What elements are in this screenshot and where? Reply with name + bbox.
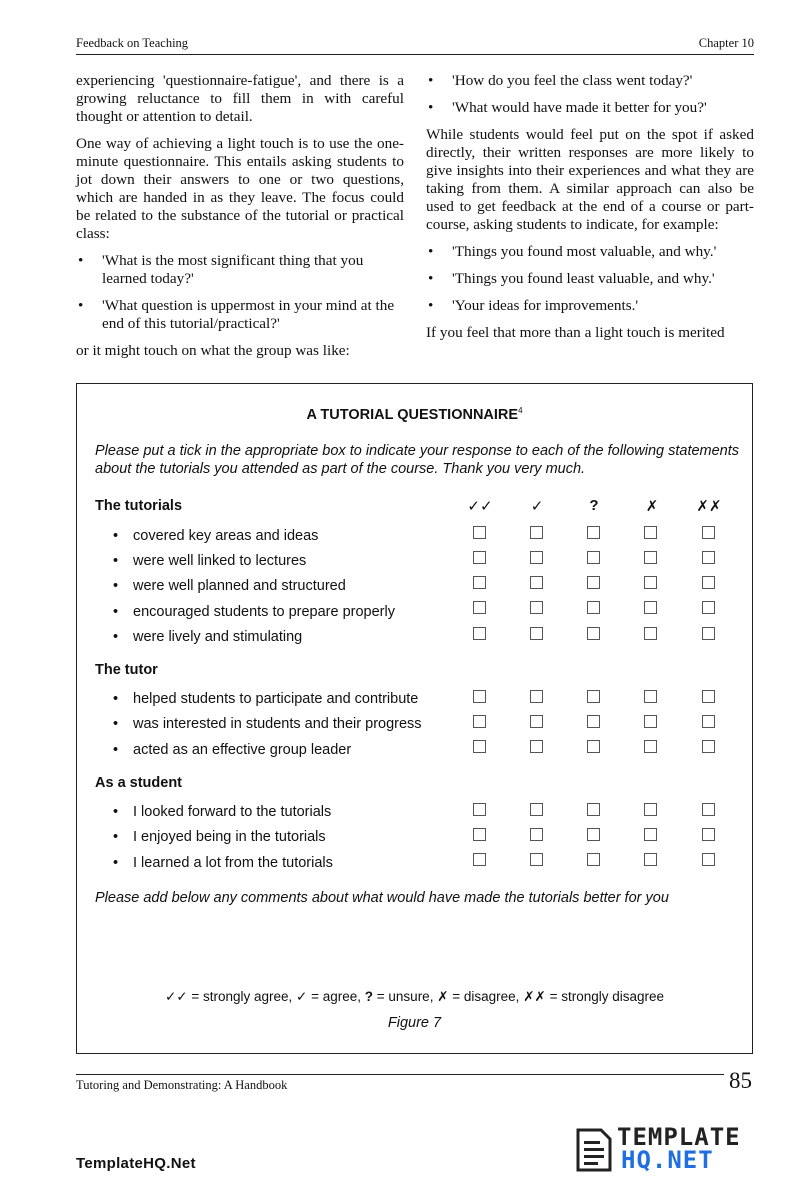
checkbox-disagree[interactable] [644, 715, 657, 728]
questionnaire-title [77, 406, 752, 423]
statement-text: were well planned and structured [133, 578, 346, 594]
bullet-icon: • [113, 804, 119, 820]
legend-text: = strongly agree, [187, 989, 297, 1004]
section-heading-tutorials: The tutorials [95, 498, 183, 514]
list-item-text: 'What is the most significant thing that you learned today?' [102, 252, 364, 287]
bullet-icon: • [113, 716, 119, 732]
checkbox-strongly-agree[interactable] [473, 828, 486, 841]
section-heading-tutor: The tutor [95, 662, 158, 678]
checkbox-unsure[interactable] [587, 853, 600, 866]
header-section-title: Feedback on Teaching [76, 36, 189, 50]
list-item [426, 297, 754, 315]
section-heading-student: As a student [95, 775, 183, 791]
checkbox-strongly-agree[interactable] [473, 601, 486, 614]
logo-line-1: TEMPLATE [617, 1123, 741, 1151]
checkbox-unsure[interactable] [587, 576, 600, 589]
legend-text: = unsure, [373, 989, 438, 1004]
page-header [76, 36, 754, 55]
legend-text: = strongly disagree [545, 989, 665, 1004]
site-brand-text: TemplateHQ.Net [76, 1155, 196, 1172]
statement-row [113, 691, 418, 707]
list-item-text: 'What would have made it better for you?' [452, 99, 707, 116]
list-item-text: 'Your ideas for improvements.' [452, 297, 639, 314]
statement-text: acted as an effective group leader [133, 742, 352, 758]
footer-book-title: Tutoring and Demonstrating: A Handbook [76, 1078, 288, 1092]
checkbox-agree[interactable] [530, 853, 543, 866]
checkbox-disagree[interactable] [644, 803, 657, 816]
checkbox-agree[interactable] [530, 551, 543, 564]
bullet-icon: • [428, 243, 434, 260]
scale-header-strongly-agree: ✓✓ [467, 498, 493, 515]
scale-legend [77, 989, 752, 1005]
checkbox-unsure[interactable] [587, 690, 600, 703]
checkbox-unsure[interactable] [587, 715, 600, 728]
statement-row [113, 629, 302, 645]
paragraph: experiencing 'questionnaire-fatigue', and there is a growing reluctance to fill them in with careful thought or attention to detail. [76, 72, 404, 125]
checkbox-strongly-agree[interactable] [473, 690, 486, 703]
statement-text: was interested in students and their progress [133, 716, 422, 732]
list-item-text: 'Things you found least valuable, and why.' [452, 270, 715, 287]
statement-text: helped students to participate and contribute [133, 691, 419, 707]
legend-symbol: ✓ [296, 989, 308, 1004]
bullet-icon: • [113, 528, 119, 544]
list-item-text: 'How do you feel the class went today?' [452, 72, 693, 89]
header-chapter: Chapter 10 [698, 36, 754, 50]
bullet-icon: • [113, 829, 119, 845]
checkbox-strongly-agree[interactable] [473, 740, 486, 753]
bullet-icon: • [428, 270, 434, 287]
checkbox-strongly-agree[interactable] [473, 576, 486, 589]
list-item [76, 297, 404, 333]
questionnaire-instructions: Please put a tick in the appropriate box to indicate your response to each of the following statements about the tutorials you attended as part of the course. Thank you very much. [95, 443, 740, 477]
list-item [426, 270, 754, 288]
checkbox-disagree[interactable] [644, 551, 657, 564]
checkbox-disagree[interactable] [644, 601, 657, 614]
checkbox-strongly-disagree[interactable] [702, 803, 715, 816]
checkbox-strongly-disagree[interactable] [702, 853, 715, 866]
statement-text: I enjoyed being in the tutorials [133, 829, 326, 845]
checkbox-strongly-disagree[interactable] [702, 576, 715, 589]
list-item [426, 99, 754, 117]
checkbox-agree[interactable] [530, 715, 543, 728]
bullet-icon: • [113, 742, 119, 758]
legend-text: = disagree, [448, 989, 524, 1004]
checkbox-agree[interactable] [530, 690, 543, 703]
bullet-icon: • [113, 604, 119, 620]
checkbox-disagree[interactable] [644, 576, 657, 589]
statement-text: encouraged students to prepare properly [133, 604, 395, 620]
site-logo [575, 1123, 765, 1176]
checkbox-strongly-disagree[interactable] [702, 601, 715, 614]
footnote-marker: 4 [518, 406, 523, 415]
figure-caption: Figure 7 [387, 1015, 442, 1031]
paragraph: While students would feel put on the spot if asked directly, their written responses are more likely to give insights into their experiences and what they are taking from them. A similar approach can also be used to get feedback at the end of a course or part-course, asking students to indicate, for example: [426, 126, 754, 233]
checkbox-disagree[interactable] [644, 740, 657, 753]
legend-symbol: ✗ [437, 989, 449, 1004]
questionnaire-title-text: A TUTORIAL QUESTIONNAIRE [306, 406, 519, 423]
bullet-icon: • [428, 72, 434, 89]
statement-row [113, 804, 331, 820]
statement-row [113, 604, 395, 620]
checkbox-strongly-agree[interactable] [473, 715, 486, 728]
page-footer [76, 1074, 724, 1095]
checkbox-agree[interactable] [530, 526, 543, 539]
statement-row [113, 553, 306, 569]
statement-row [113, 528, 318, 544]
checkbox-disagree[interactable] [644, 526, 657, 539]
checkbox-strongly-disagree[interactable] [702, 715, 715, 728]
statement-row [113, 578, 346, 594]
bullet-icon: • [113, 553, 119, 569]
statement-row [113, 742, 351, 758]
checkbox-strongly-disagree[interactable] [702, 740, 715, 753]
statement-text: covered key areas and ideas [133, 528, 319, 544]
checkbox-agree[interactable] [530, 828, 543, 841]
checkbox-agree[interactable] [530, 740, 543, 753]
bullet-icon: • [428, 99, 434, 116]
checkbox-agree[interactable] [530, 601, 543, 614]
bullet-icon: • [428, 297, 434, 314]
checkbox-disagree[interactable] [644, 853, 657, 866]
logo-line-2: HQ.NET [621, 1146, 714, 1174]
scale-header-agree: ✓ [530, 498, 544, 515]
checkbox-unsure[interactable] [587, 526, 600, 539]
scale-header-strongly-disagree: ✗✗ [696, 498, 722, 515]
checkbox-unsure[interactable] [587, 828, 600, 841]
checkbox-strongly-disagree[interactable] [702, 828, 715, 841]
statement-text: I looked forward to the tutorials [133, 804, 332, 820]
bullet-list [426, 243, 754, 315]
statement-text: were lively and stimulating [133, 629, 303, 645]
comments-prompt: Please add below any comments about what would have made the tutorials better for you [95, 890, 669, 906]
checkbox-strongly-agree[interactable] [473, 627, 486, 640]
checkbox-disagree[interactable] [644, 627, 657, 640]
bullet-icon: • [113, 691, 119, 707]
statement-row [113, 829, 326, 845]
scale-header-unsure: ? [589, 497, 599, 514]
list-item [426, 243, 754, 261]
checkbox-unsure[interactable] [587, 627, 600, 640]
legend-symbol: ? [364, 989, 374, 1004]
checkbox-strongly-agree[interactable] [473, 853, 486, 866]
bullet-icon: • [113, 855, 119, 871]
bullet-list [426, 72, 754, 117]
checkbox-agree[interactable] [530, 627, 543, 640]
bullet-icon: • [113, 578, 119, 594]
checkbox-strongly-agree[interactable] [473, 803, 486, 816]
checkbox-disagree[interactable] [644, 828, 657, 841]
left-column [76, 72, 404, 369]
checkbox-agree[interactable] [530, 576, 543, 589]
checkbox-strongly-agree[interactable] [473, 551, 486, 564]
document-lines-icon [575, 1128, 613, 1172]
questionnaire-figure [76, 383, 753, 1054]
page-number: 85 [729, 1068, 752, 1093]
bullet-icon: • [78, 252, 84, 269]
checkbox-strongly-disagree[interactable] [702, 551, 715, 564]
checkbox-unsure[interactable] [587, 551, 600, 564]
list-item [426, 72, 754, 90]
right-column [426, 72, 754, 351]
list-item-text: 'Things you found most valuable, and why.' [452, 243, 717, 260]
paragraph: or it might touch on what the group was like: [76, 342, 350, 359]
statement-row [113, 716, 422, 732]
checkbox-strongly-disagree[interactable] [702, 627, 715, 640]
checkbox-strongly-agree[interactable] [473, 526, 486, 539]
legend-symbol: ✓✓ [164, 989, 188, 1004]
bullet-icon: • [113, 629, 119, 645]
statement-text: I learned a lot from the tutorials [133, 855, 333, 871]
statement-text: were well linked to lectures [133, 553, 307, 569]
legend-text: = agree, [307, 989, 365, 1004]
checkbox-unsure[interactable] [587, 803, 600, 816]
list-item [76, 252, 404, 288]
checkbox-disagree[interactable] [644, 690, 657, 703]
list-item-text: 'What question is uppermost in your mind at the end of this tutorial/practical?' [102, 297, 395, 332]
legend-symbol: ✗✗ [523, 989, 546, 1004]
checkbox-strongly-disagree[interactable] [702, 690, 715, 703]
bullet-icon: • [78, 297, 84, 314]
scale-header-disagree: ✗ [645, 498, 659, 515]
checkbox-unsure[interactable] [587, 601, 600, 614]
checkbox-strongly-disagree[interactable] [702, 526, 715, 539]
logo-text [617, 1123, 741, 1174]
checkbox-agree[interactable] [530, 803, 543, 816]
paragraph: If you feel that more than a light touch is merited [426, 324, 725, 341]
statement-row [113, 855, 333, 871]
paragraph: One way of achieving a light touch is to use the one-minute questionnaire. This entails asking students to jot down their answers to one or two questions, which are handed in as they leave. The focus could be related to the substance of the tutorial or practical class: [76, 135, 404, 242]
checkbox-unsure[interactable] [587, 740, 600, 753]
bullet-list [76, 252, 404, 333]
